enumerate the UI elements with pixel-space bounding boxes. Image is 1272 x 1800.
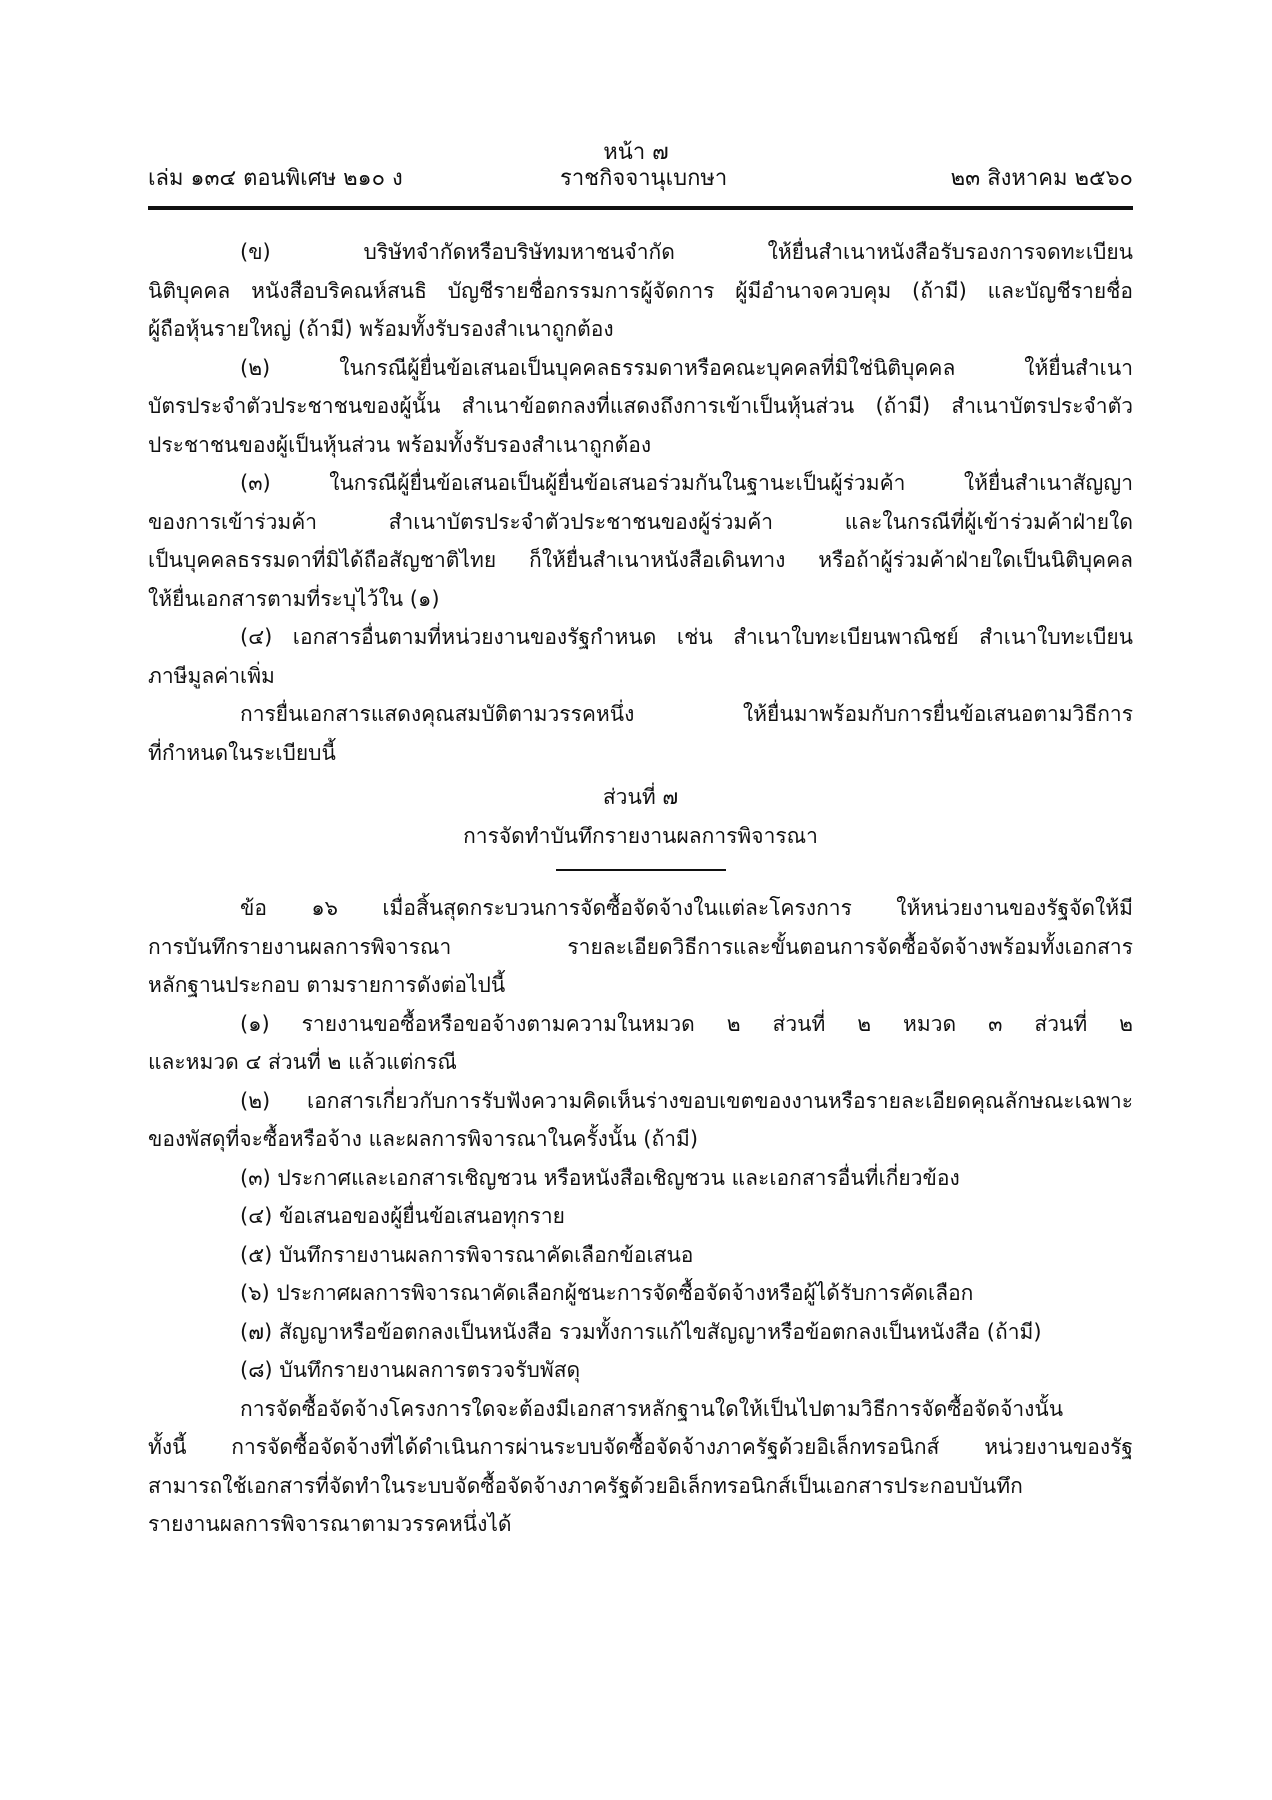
section-rule (556, 869, 726, 871)
text-line: เป็นบุคคลธรรมดาที่มิได้ถือสัญชาติไทย ก็ให้ยื่นสำเนาหนังสือเดินทาง หรือถ้าผู้ร่วมค้าฝ่ายใดเป็นนิติบุคคล (148, 548, 1133, 572)
text-line: (๓) ประกาศและเอกสารเชิญชวน หรือหนังสือเชิญชวน และเอกสารอื่นที่เกี่ยวข้อง (240, 1165, 960, 1190)
section-title: การจัดทำบันทึกรายงานผลการพิจารณา (463, 823, 818, 848)
paragraph (148, 349, 1133, 465)
text-line: และหมวด ๔ ส่วนที่ ๒ แล้วแต่กรณี (148, 1050, 457, 1074)
paragraph (148, 889, 1133, 1005)
publication-name: ราชกิจจานุเบกษา (560, 166, 728, 191)
paragraph (148, 1351, 1133, 1390)
text-line: หลักฐานประกอบ ตามรายการดังต่อไปนี้ (148, 973, 506, 997)
text-line: การยื่นเอกสารแสดงคุณสมบัติตามวรรคหนึ่ง ให้ยื่นมาพร้อมกับการยื่นข้อเสนอตามวิธีการ (240, 702, 1133, 726)
paragraph (148, 1082, 1133, 1159)
text-line: การจัดซื้อจัดจ้างโครงการใดจะต้องมีเอกสารหลักฐานใดให้เป็นไปตามวิธีการจัดซื้อจัดจ้างนั้น (240, 1396, 1064, 1421)
gazette-header (148, 160, 1133, 192)
text-line: (๒) เอกสารเกี่ยวกับการรับฟังความคิดเห็นร่างขอบเขตของงานหรือรายละเอียดคุณลักษณะเฉพาะ (240, 1088, 1133, 1113)
text-line: บัตรประจำตัวประชาชนของผู้นั้น สำเนาข้อตกลงที่แสดงถึงการเข้าเป็นหุ้นส่วน (ถ้ามี) สำเนาบัตรประจำตัว (148, 394, 1133, 418)
text-line: ของพัสดุที่จะซื้อหรือจ้าง และผลการพิจารณาในครั้งนั้น (ถ้ามี) (148, 1127, 699, 1151)
text-line: ให้ยื่นเอกสารตามที่ระบุไว้ใน (๑) (148, 586, 440, 611)
paragraph (148, 1274, 1133, 1313)
text-line: (๔) ข้อเสนอของผู้ยื่นข้อเสนอทุกราย (240, 1204, 565, 1228)
text-line: รายงานผลการพิจารณาตามวรรคหนึ่งได้ (148, 1512, 512, 1536)
paragraph (148, 1197, 1133, 1236)
paragraph (148, 1159, 1133, 1198)
paragraph (148, 1236, 1133, 1275)
text-line: สามารถใช้เอกสารที่จัดทำในระบบจัดซื้อจัดจ้างภาครัฐด้วยอิเล็กทรอนิกส์เป็นเอกสารประกอบบันทึก (148, 1473, 1023, 1498)
text-line: ประชาชนของผู้เป็นหุ้นส่วน พร้อมทั้งรับรองสำเนาถูกต้อง (148, 432, 652, 457)
text-line: (๔) เอกสารอื่นตามที่หน่วยงานของรัฐกำหนด เช่น สำเนาใบทะเบียนพาณิชย์ สำเนาใบทะเบียน (240, 625, 1133, 649)
text-line: (๖) ประกาศผลการพิจารณาคัดเลือกผู้ชนะการจัดซื้อจัดจ้างหรือผู้ได้รับการคัดเลือก (240, 1281, 974, 1305)
text-line: ที่กำหนดในระเบียบนี้ (148, 740, 336, 765)
paragraph (148, 618, 1133, 695)
text-line: (๓) ในกรณีผู้ยื่นข้อเสนอเป็นผู้ยื่นข้อเสนอร่วมกันในฐานะเป็นผู้ร่วมค้า ให้ยื่นสำเนาสัญญา (240, 471, 1133, 495)
text-line: (ข) บริษัทจำกัดหรือบริษัทมหาชนจำกัด ให้ยื่นสำเนาหนังสือรับรองการจดทะเบียน (240, 240, 1133, 264)
publication-date: ๒๓ สิงหาคม ๒๕๖๐ (950, 166, 1133, 191)
paragraph (148, 1313, 1133, 1352)
text-line: (๒) ในกรณีผู้ยื่นข้อเสนอเป็นบุคคลธรรมดาหรือคณะบุคคลที่มิใช่นิติบุคคล ให้ยื่นสำเนา (240, 355, 1133, 380)
text-line: (๕) บันทึกรายงานผลการพิจารณาคัดเลือกข้อเสนอ (240, 1242, 694, 1267)
section-number: ส่วนที่ ๗ (602, 785, 679, 809)
text-line: ของการเข้าร่วมค้า สำเนาบัตรประจำตัวประชาชนของผู้ร่วมค้า และในกรณีที่ผู้เข้าร่วมค้าฝ่ายใด (148, 509, 1133, 534)
text-line: ผู้ถือหุ้นรายใหญ่ (ถ้ามี) พร้อมทั้งรับรองสำเนาถูกต้อง (148, 317, 614, 341)
text-line: ข้อ ๑๖ เมื่อสิ้นสุดกระบวนการจัดซื้อจัดจ้างในแต่ละโครงการ ให้หน่วยงานของรัฐจัดให้มี (240, 896, 1133, 920)
text-line: ภาษีมูลค่าเพิ่ม (148, 663, 275, 688)
text-line: การบันทึกรายงานผลการพิจารณา รายละเอียดวิธีการและขั้นตอนการจัดซื้อจัดจ้างพร้อมทั้งเอกสาร (148, 934, 1133, 959)
text-line: (๘) บันทึกรายงานผลการตรวจรับพัสดุ (240, 1358, 581, 1382)
paragraphs-part1 (148, 233, 1133, 772)
paragraph (148, 464, 1133, 618)
text-line: นิติบุคคล หนังสือบริคณห์สนธิ บัญชีรายชื่อกรรมการผู้จัดการ ผู้มีอำนาจควบคุม (ถ้ามี) และบัญชีรายชื่อ (148, 278, 1133, 303)
paragraph (148, 233, 1133, 349)
paragraph (148, 695, 1133, 772)
text-line: (๑) รายงานขอซื้อหรือขอจ้างตามความในหมวด ๒ ส่วนที่ ๒ หมวด ๓ ส่วนที่ ๒ (240, 1011, 1133, 1036)
paragraphs-part2 (148, 889, 1133, 1544)
document-body (148, 233, 1133, 1544)
text-line: ทั้งนี้ การจัดซื้อจัดจ้างที่ได้ดำเนินการผ่านระบบจัดซื้อจัดจ้างภาครัฐด้วยอิเล็กทรอนิกส์ หน่วยงานของรัฐ (148, 1435, 1133, 1459)
paragraph (148, 1390, 1133, 1544)
paragraph (148, 1005, 1133, 1082)
text-line: (๗) สัญญาหรือข้อตกลงเป็นหนังสือ รวมทั้งการแก้ไขสัญญาหรือข้อตกลงเป็นหนังสือ (ถ้ามี) (240, 1319, 1042, 1344)
header-rule (148, 206, 1133, 210)
page-number: หน้า ๗ (603, 140, 669, 165)
volume-issue: เล่ม ๑๓๔ ตอนพิเศษ ๒๑๐ ง (148, 166, 403, 191)
